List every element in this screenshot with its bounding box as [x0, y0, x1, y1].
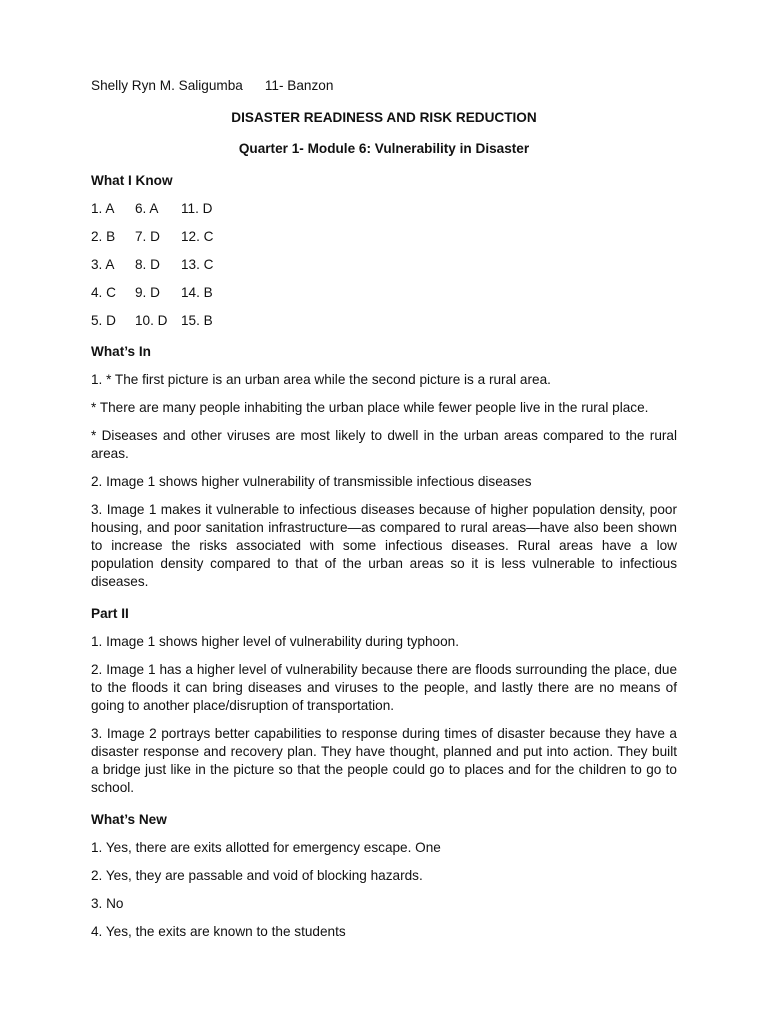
answer-row-1 — [91, 200, 677, 218]
answer-item: 6. A — [135, 200, 159, 216]
student-header — [91, 77, 677, 95]
whats-new-paragraph-4: 4. Yes, the exits are known to the students — [91, 923, 346, 939]
whats-new-paragraph-2: 2. Yes, they are passable and void of blocking hazards. — [91, 867, 423, 883]
document-title: DISASTER READINESS AND RISK REDUCTION — [231, 109, 537, 125]
answer-item: 5. D — [91, 312, 116, 328]
part-ii-heading: Part II — [91, 605, 129, 621]
answer-item: 8. D — [135, 256, 160, 272]
answer-row-2 — [91, 228, 677, 246]
answer-item: 15. B — [181, 312, 213, 328]
part-ii-paragraph-3: 3. Image 2 portrays better capabilities to response during times of disaster because they have a disaster response and recovery plan. They have thought, planned and put into action. They built a bridge just like in the picture so that the people could go to places and for the children to go to school. — [91, 725, 677, 795]
student-section: 11- Banzon — [264, 78, 334, 93]
whats-new-paragraph-1: 1. Yes, there are exits allotted for emergency escape. One — [91, 839, 441, 855]
answer-row-5 — [91, 312, 677, 330]
what-i-know-heading: What I Know — [91, 172, 173, 188]
answer-item: 10. D — [135, 312, 168, 328]
whats-in-heading: What’s In — [91, 344, 151, 360]
answer-row-3 — [91, 256, 677, 274]
answer-item: 14. B — [181, 284, 213, 300]
answer-item: 2. B — [91, 228, 116, 244]
answer-item: 12. C — [181, 228, 214, 244]
document-subtitle: Quarter 1- Module 6: Vulnerability in Disaster — [238, 141, 530, 157]
whats-in-paragraph-5: 3. Image 1 makes it vulnerable to infectious diseases because of higher population density, poor housing, and poor sanitation infrastructure—as compared to rural areas—have also been shown to increase the risks associated with some infectious diseases. Rural areas have a low population density compared to that of the urban areas so it is less vulnerable to infectious diseases. — [91, 502, 677, 590]
answer-item: 11. D — [181, 200, 213, 216]
answer-item: 1. A — [91, 200, 115, 216]
document-page — [91, 77, 677, 951]
answer-item: 13. C — [181, 256, 214, 272]
whats-new-paragraph-3: 3. No — [91, 895, 124, 911]
answer-item: 3. A — [91, 256, 115, 272]
whats-in-paragraph-2: * There are many people inhabiting the urban place while fewer people live in the rural place. — [91, 400, 649, 416]
whats-in-paragraph-3: * Diseases and other viruses are most likely to dwell in the urban areas compared to the rural areas. — [91, 428, 677, 462]
student-name: Shelly Ryn M. Saligumba — [91, 78, 243, 93]
whats-new-heading: What’s New — [91, 811, 167, 827]
answer-row-4 — [91, 284, 677, 302]
part-ii-paragraph-1: 1. Image 1 shows higher level of vulnerability during typhoon. — [91, 633, 460, 649]
answer-item: 9. D — [135, 284, 160, 300]
answer-item: 7. D — [135, 228, 160, 244]
part-ii-paragraph-2: 2. Image 1 has a higher level of vulnerability because there are floods surrounding the place, due to the floods it can bring diseases and viruses to the people, and lastly there are no means of going to another place/disruption of transportation. — [91, 661, 677, 713]
whats-in-paragraph-1: 1. * The first picture is an urban area while the second picture is a rural area. — [91, 372, 551, 388]
whats-in-paragraph-4: 2. Image 1 shows higher vulnerability of transmissible infectious diseases — [91, 474, 532, 490]
answer-item: 4. C — [91, 284, 116, 300]
